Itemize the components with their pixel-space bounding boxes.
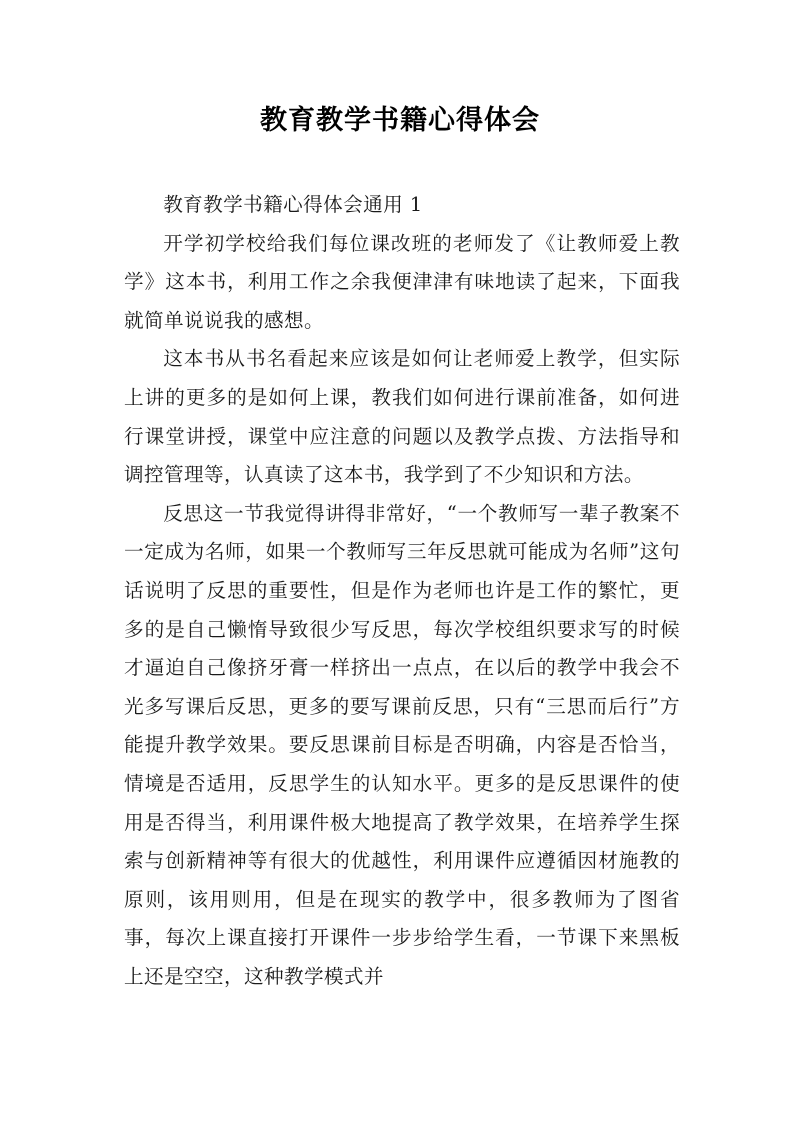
paragraph: 反思这一节我觉得讲得非常好，“一个教师写一辈子教案不一定成为名师，如果一个教师写三年反思就可能成为名师”这句话说明了反思的重要性，但是作为老师也许是工作的繁忙，更多的是自己懒惰导致很少写反思，每次学校组织要求写的时候才逼迫自己像挤牙膏一样挤出一点点，在以后的教学中我会不光多写课后反思，更多的要写课前反思，只有“三思而后行”方能提升教学效果。要反思课前目标是否明确，内容是否恰当，情境是否适用，反思学生的认知水平。更多的是反思课件的使用是否得当，利用课件极大地提高了教学效果，在培养学生探索与创新精神等有很大的优越性，利用课件应遵循因材施教的原则，该用则用，但是在现实的教学中，很多教师为了图省事，每次上课直接打开课件一步步给学生看，一节课下来黑板上还是空空，这种教学模式并 [124, 501, 680, 988]
document-title: 教育教学书籍心得体会 [260, 105, 540, 136]
document-body [124, 186, 680, 996]
paragraph: 这本书从书名看起来应该是如何让老师爱上教学，但实际上讲的更多的是如何上课，教我们如何进行课前准备，如何进行课堂讲授，课堂中应注意的问题以及教学点拨、方法指导和调控管理等，认真读了这本书，我学到了不少知识和方法。 [124, 347, 680, 487]
paragraph: 开学初学校给我们每位课改班的老师发了《让教师爱上教学》这本书，利用工作之余我便津津有味地读了起来，下面我就简单说说我的感想。 [124, 231, 680, 332]
document-subtitle: 教育教学书籍心得体会通用 1 [163, 193, 423, 216]
